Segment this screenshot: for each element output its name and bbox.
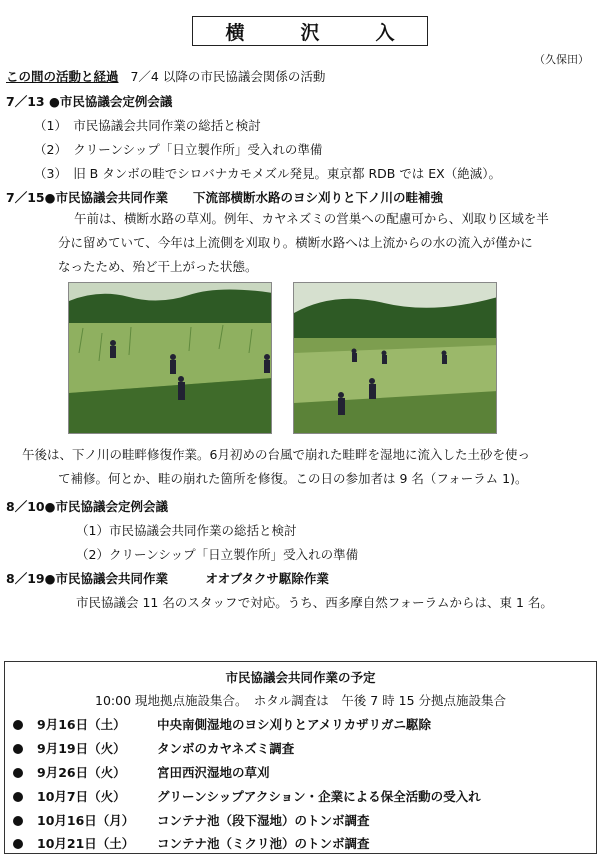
paragraph-line: 午後は、下ノ川の畦畔修復作業。6月初めの台風で崩れた畦畔を湿地に流入した土砂を使っ: [22, 447, 530, 462]
activity-heading: [6, 67, 325, 85]
bullet-icon: [13, 768, 23, 778]
activity-heading-rest: 7／4 以降の市民協議会関係の活動: [130, 69, 326, 84]
schedule-text: 中央南側湿地のヨシ刈りとアメリカザリガニ駆除: [157, 717, 432, 732]
entry-title: ●市民協議会定例会議: [44, 499, 169, 514]
schedule-date: 9月26日（火）: [37, 765, 126, 780]
paragraph-line: て補修。何とか、畦の崩れた箇所を修復。この日の参加者は 9 名（フォーラム 1)。: [58, 471, 528, 486]
schedule-row: [13, 739, 294, 757]
schedule-date: 10月7日（火）: [37, 789, 126, 804]
entry-date: 7／13: [6, 94, 45, 109]
bullet-icon: [13, 792, 23, 802]
entry-item: （2） クリーンシップ「日立製作所」受入れの準備: [34, 142, 323, 157]
bullet-icon: [13, 744, 23, 754]
entry-heading: [6, 92, 172, 110]
schedule-row: [13, 715, 431, 733]
title-char: 沢: [300, 21, 320, 44]
paragraph-line: 分に留めていて、今年は上流側を刈取り。横断水路へは上流からの水の流入が僅かに: [58, 235, 533, 250]
schedule-row: [13, 787, 481, 805]
schedule-box: [4, 661, 597, 854]
document-title: [192, 16, 428, 46]
paragraph-line: 午前は、横断水路の草刈。例年、カヤネズミの営巣への配慮可から、刈取り区域を半: [74, 211, 549, 226]
schedule-text: タンボのカヤネズミ調査: [157, 741, 295, 756]
entry-date: 7／15: [6, 190, 45, 205]
schedule-text: コンテナ池（ミクリ池）のトンボ調査: [157, 836, 370, 851]
entry-title: ●市民協議会共同作業 下流部横断水路のヨシ刈りと下ノ川の畦補強: [44, 190, 444, 205]
entry-title: ●市民協議会定例会議: [48, 94, 173, 109]
bullet-icon: [13, 720, 23, 730]
entry-item: （1）市民協議会共同作業の総括と検討: [76, 523, 297, 538]
entry-item: （1） 市民協議会共同作業の総括と検討: [34, 118, 261, 133]
author: （久保田）: [534, 53, 589, 66]
title-char: 入: [375, 21, 395, 44]
entry-item: （2）クリーンシップ「日立製作所」受入れの準備: [76, 547, 359, 562]
bullet-icon: [13, 816, 23, 826]
entry-heading: [6, 497, 168, 515]
schedule-title: 市民協議会共同作業の予定: [225, 670, 376, 685]
schedule-text: コンテナ池（段下湿地）のトンボ調査: [157, 813, 370, 828]
schedule-date: 10月16日（月）: [37, 813, 135, 828]
schedule-row: [13, 834, 370, 852]
schedule-row: [13, 811, 370, 829]
entry-paragraph: 市民協議会 11 名のスタッフで対応。うち、西多摩自然フォーラムからは、東 1 名。: [76, 595, 553, 610]
entry-date: 8／19: [6, 571, 45, 586]
work-photo-1: [68, 282, 272, 434]
entry-heading: [6, 188, 443, 206]
entry-heading: [6, 569, 329, 587]
paragraph: [58, 207, 549, 279]
schedule-date: 9月16日（土）: [37, 717, 126, 732]
entry-date: 8／10: [6, 499, 45, 514]
bullet-icon: [13, 839, 23, 849]
paragraph-line: なったため、殆ど干上がった状態。: [58, 259, 258, 274]
schedule-text: グリーンシップアクション・企業による保全活動の受入れ: [157, 789, 481, 804]
schedule-text: 宮田西沢湿地の草刈: [157, 765, 270, 780]
schedule-row: [13, 763, 270, 781]
schedule-date: 9月19日（火）: [37, 741, 126, 756]
paragraph: [6, 443, 530, 491]
entry-title: ●市民協議会共同作業 オオブタクサ駆除作業: [44, 571, 329, 586]
activity-heading-label: この間の活動と経過: [6, 69, 119, 84]
work-photo-2: [293, 282, 497, 434]
schedule-subtitle: 10:00 現地拠点施設集合。 ホタル調査は 午後 7 時 15 分拠点施設集合: [95, 693, 506, 708]
entry-item: （3） 旧 B タンボの畦でシロバナカモメズル発見。東京都 RDB では EX（絶滅）。: [34, 166, 501, 181]
schedule-date: 10月21日（土）: [37, 836, 135, 851]
title-char: 横: [225, 21, 245, 44]
